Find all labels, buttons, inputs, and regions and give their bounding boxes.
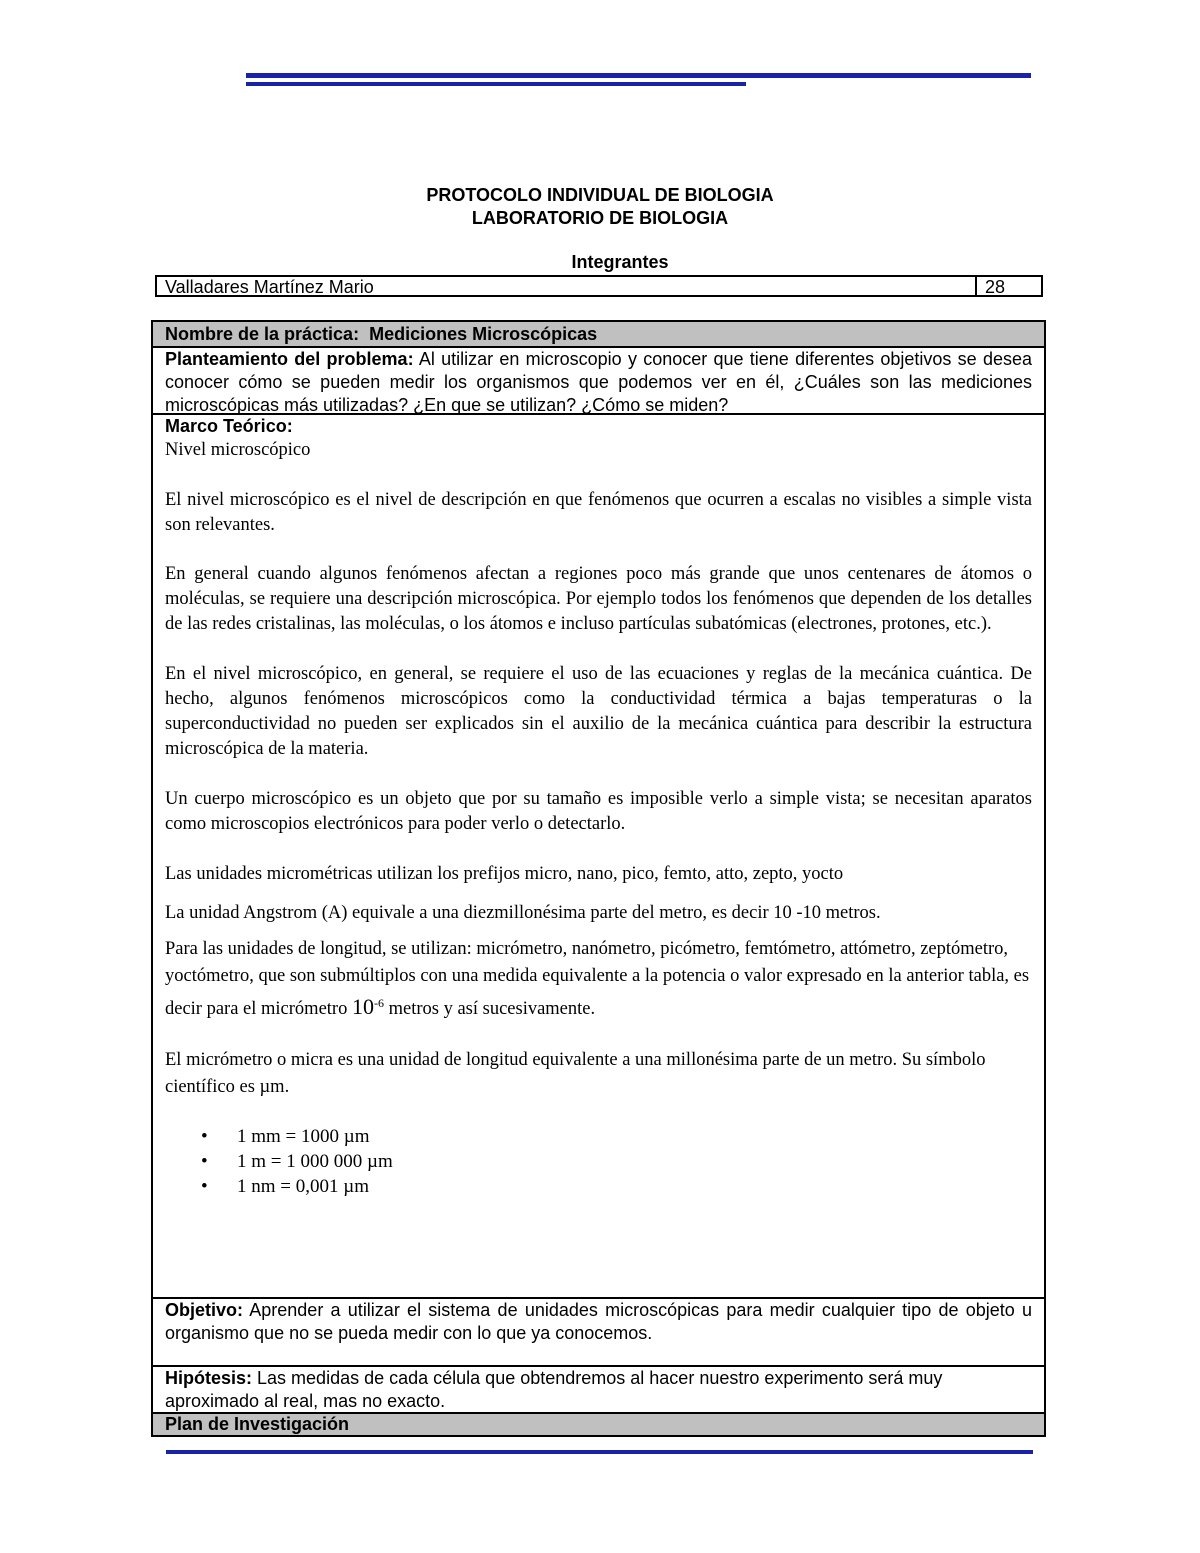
member-number: 28 — [985, 277, 1006, 297]
power-base: 10 — [351, 994, 374, 1020]
document-title — [0, 184, 1200, 230]
objetivo-label: Objetivo: — [165, 1300, 244, 1320]
marco-subtitle: Nivel microscópico — [165, 440, 311, 460]
plan-row — [153, 1414, 1044, 1435]
list-item: • 1 mm = 1000 µm — [201, 1126, 370, 1148]
integrantes-label: Integrantes — [571, 252, 669, 272]
hipotesis-text: Las medidas de cada célula que obtendremos al hacer nuestro experimento será muy aproximado al real, mas no exacto. — [165, 1368, 943, 1411]
problem-label: Planteamiento del problema: — [165, 349, 414, 369]
practice-name-label: Nombre de la práctica: — [165, 324, 360, 344]
power-exponent: -6 — [373, 996, 384, 1010]
members-table — [155, 275, 1043, 297]
bullet-icon: • — [201, 1151, 208, 1173]
objetivo-text: Aprender a utilizar el sistema de unidades microscópicas para medir cualquier tipo de objeto u organismo que no se pueda medir con lo que ya conocemos. — [165, 1300, 1032, 1343]
protocol-table — [151, 320, 1046, 1437]
footer-rule — [166, 1450, 1033, 1454]
marco-paragraph-8: El micrómetro o micra es una unidad de longitud equivalente a una millonésima parte de un metro. Su símbolo científico es µm. — [165, 1050, 986, 1098]
title-line-2: LABORATORIO DE BIOLOGIA — [471, 208, 729, 228]
title-line-1: PROTOCOLO INDIVIDUAL DE BIOLOGIA — [426, 185, 774, 205]
marco-paragraph-6: La unidad Angstrom (A) equivale a una diezmillonésima parte del metro, es decir 10 -10 metros. — [165, 903, 881, 923]
marco-label: Marco Teórico: — [165, 416, 293, 436]
marco-paragraph-3: En el nivel microscópico, en general, se requiere el uso de las ecuaciones y reglas de la mecánica cuántica. De hecho, algunos fenómenos microscópicos como la conductividad térmica a bajas temperaturas o la superconductividad no pueden ser explicados sin el auxilio de la mecánica cuántica para describir la estructura microscópica de la materia. — [165, 664, 1032, 759]
marco-teorico-row — [153, 415, 1044, 1285]
marco-paragraph-5: Las unidades micrométricas utilizan los prefijos micro, nano, pico, femto, atto, zepto, yocto — [165, 864, 844, 884]
list-item: • 1 m = 1 000 000 µm — [201, 1151, 393, 1173]
problem-text: Al utilizar en microscopio y conocer que tiene diferentes objetivos se desea conocer cómo se pueden medir los organismos que podemos ver en él, ¿Cuáles son las mediciones microscópicas más utilizadas? ¿En que se utilizan? ¿Cómo se miden? — [165, 349, 1032, 415]
marco-paragraph-2: En general cuando algunos fenómenos afectan a regiones poco más grande que unos centenares de átomos o moléculas, se requiere una descripción microscópica. Por ejemplo todos los fenómenos que dependen de los detalles de las redes cristalinas, las moléculas, o los átomos e incluso partículas subatómicas (electrones, protones, etc.). — [165, 564, 1032, 634]
units-list — [165, 1124, 1032, 1199]
marco-paragraph-1: El nivel microscópico es el nivel de descripción en que fenómenos que ocurren a escalas no visibles a simple vista son relevantes. — [165, 490, 1032, 535]
hipotesis-label: Hipótesis: — [165, 1368, 253, 1388]
marco-paragraph-7 — [165, 936, 1032, 1023]
practice-name-value: Mediciones Microscópicas — [369, 324, 598, 344]
problem-row — [153, 348, 1044, 414]
marco-paragraph-7b: metros y así sucesivamente. — [388, 999, 596, 1020]
list-item: • 1 nm = 0,001 µm — [201, 1176, 369, 1198]
marco-paragraph-7a: Para las unidades de longitud, se utilizan: micrómetro, nanómetro, picómetro, femtómetro, attómetro, zeptómetro, yoctómetro, que son submúltiplos con una medida equivalente a la potencia o valor expresado en la anterior tabla, es decir para el micrómetro — [165, 939, 1030, 1020]
header-rule-short — [246, 82, 746, 86]
header-rule-long — [246, 73, 1031, 78]
practice-name-row — [153, 322, 1044, 346]
bullet-icon: • — [201, 1126, 208, 1148]
bullet-icon: • — [201, 1176, 208, 1198]
plan-label: Plan de Investigación — [165, 1414, 350, 1434]
member-name: Valladares Martínez Mario — [157, 277, 977, 295]
objetivo-row — [153, 1299, 1044, 1365]
hipotesis-row — [153, 1367, 1044, 1413]
marco-paragraph-4: Un cuerpo microscópico es un objeto que por su tamaño es imposible verlo a simple vista; se necesitan aparatos como microscopios electrónicos para poder verlo o detectarlo. — [165, 789, 1032, 834]
